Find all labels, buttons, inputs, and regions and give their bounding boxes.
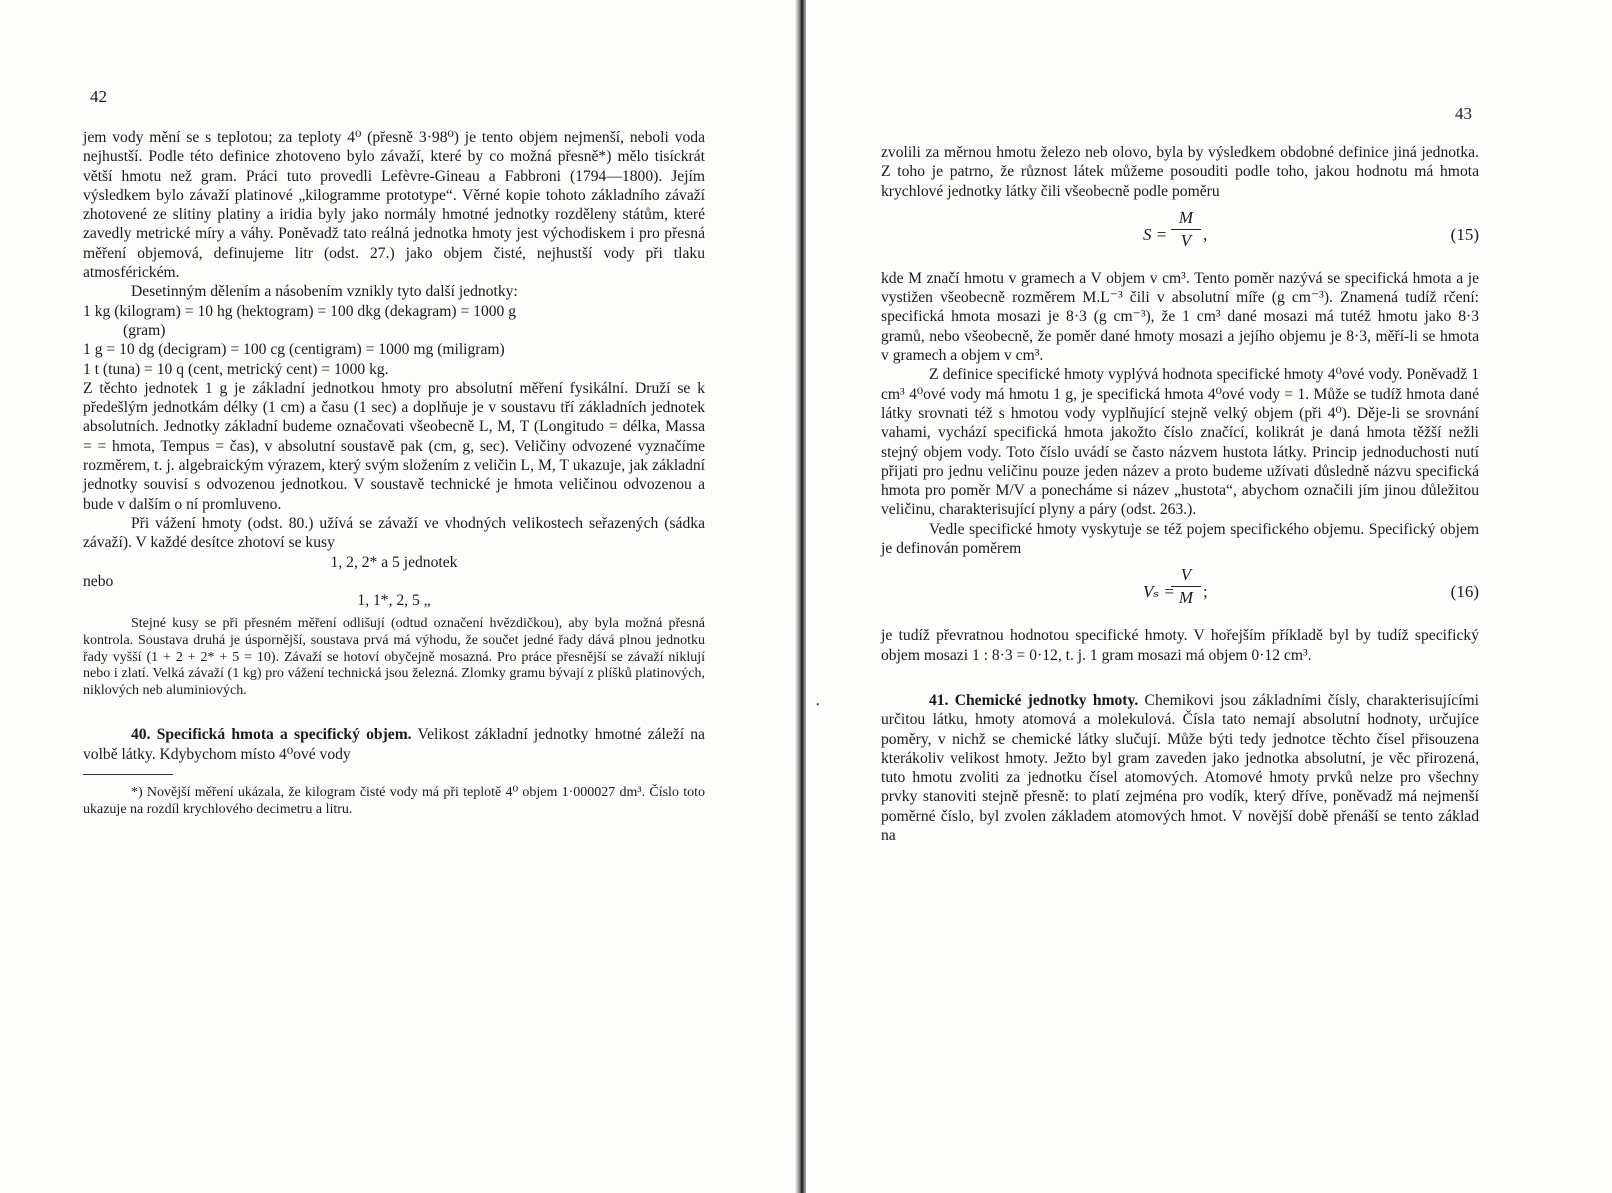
left-page: [0, 0, 798, 1193]
equation-16-numerator: V: [1171, 564, 1201, 587]
weight-series-2: 1, 1*, 2, 5 „: [357, 592, 431, 610]
right-paragraph-2: kde M značí hmotu v gramech a V objem v cm³. Tento poměr nazývá se specifická hmota a je vystižen všeobecně rozměrem M.L⁻³ čili v absolutní míře (g cm⁻³). Znamená tudíž rčení: specifická hmota mosazi je 8·3 (g cm⁻³), že 1 cm³ dané mosazi má tutéž hmotu jako 8·3 gramů, nebo všeobecně, že poměr dané hmoty mosazi a jejího objemu je 8·3, měří-li se hmota v gramech a objem v cm³.: [881, 269, 1479, 365]
left-paragraph-4: Při vážení hmoty (odst. 80.) užívá se závaží ve vhodných velikostech seřazených (sádka závaží). V každé desítce zhotoví se kusy: [83, 514, 705, 552]
equation-15-lhs: S =: [1143, 224, 1168, 244]
right-paragraph-3: Z definice specifické hmoty vyplývá hodnota specifické hmoty 4⁰ové vody. Poněvadž 1 cm³ 4⁰ové vody má hmotu 1 g, je specifická hmota 4⁰ové vody = 1. Může se tudíž hmota dané látky srovnati též s hmotou vody vyplňující stejně velký objem (při 4⁰). Děje-li se srovnání vahami, vychází specifická hmota jakožto číslo značící, kolikrát je daná hmota těžší nežli stejný objem vody. Toto číslo uvádí se často názvem hustota látky. Princip jednoduchosti nutí přijati pro jednu veličinu pouze jeden název a proto budeme užívati důsledně názvu specifická hmota pro poměr M/V a ponecháme si název „hustota“, abychom označili jím jinou důležitou veličinu, charakterisující plyny a páry (odst. 263.).: [881, 366, 1479, 519]
left-paragraph-2: Desetinným dělením a násobením vznikly tyto další jednotky:: [131, 283, 518, 301]
left-page-text: [83, 128, 705, 818]
units-line-g: 1 g = 10 dg (decigram) = 100 cg (centigram) = 1000 mg (miligram): [83, 341, 505, 359]
equation-15-denominator: V: [1180, 230, 1192, 250]
section-40: [83, 725, 705, 764]
units-line-gram: (gram): [123, 321, 166, 339]
units-line-kg: 1 kg (kilogram) = 10 hg (hektogram) = 100 dkg (dekagram) = 1000 g: [83, 302, 517, 320]
right-paragraph-1: zvolili za měrnou hmotu železo neb olovo, byla by výsledkem obdobné definice jiná jednotka. Z toho je patrno, že různost látek můžeme posouditi podle toho, jakou hodnotu má hmota krychlové jednotky látky čili všeobecně podle poměru: [881, 144, 1479, 200]
right-paragraph-4: Vedle specifické hmoty vyskytuje se též pojem specifického objemu. Specifický objem je definován poměrem: [881, 520, 1479, 558]
equation-15-number: (15): [1450, 224, 1479, 244]
equation-16: [881, 564, 1479, 620]
section-41-text: Chemikovi jsou základními čísly, charakterisujícími určitou látku, hmoty atomová a molekulová. Čísla tato nemají absolutní hodnoty, určujíce poměry, v nichž se chemické látky slučují. Může býti tedy jednotce těchto čísel přisouzena kterákoliv velikost hmoty. Ježto byl gram zaveden jako jednotka absolutní, je věc přirozená, tuto hmotu zvoliti za jednotku čísel atomových. Atomové hmoty prvků nelze pro všechny prvky stanoviti stejně přesně: to platí zejména pro vodík, který dříve, poněvadž má nejmenší poměrné číslo, byl zvolen základem atomových hmot. V novější době přenáší se tento základ na: [881, 691, 1479, 845]
page-number-left: 42: [90, 87, 107, 106]
right-paragraph-5: je tudíž převratnou hodnotou specifické hmoty. V hořejším příkladě byl by tudíž specifický objem mosazi 1 : 8·3 = 0·12, t. j. 1 gram mosazi má objem 0·12 cm³.: [881, 627, 1479, 664]
equation-16-tail: ;: [1203, 582, 1208, 602]
right-page-text: [881, 143, 1479, 845]
weight-series-1: 1, 2, 2* a 5 jednotek: [330, 553, 458, 571]
equation-15: [881, 207, 1479, 263]
left-paragraph-5-small: Stejné kusy se při přesném měření odlišují (odtud označení hvězdičkou), aby byla možná přesná kontrola. Soustava druhá je úspornější, soustava prvá má výhodu, že součet jedné řady dává plnou jednotku řady vyšší (1 + 2 + 2* + 5 = 10). Závaží se hotoví obyčejně mosazná. Pro práce přesnější se závaží niklují nebo i zlatí. Velká závaží (1 kg) pro vážení technická jsou železná. Zlomky gramu bývají z plíšků platinových, niklových neb aluminiových.: [83, 616, 705, 698]
section-40-heading: 40. Specifická hmota a specifický objem.: [131, 726, 412, 744]
units-line-t: 1 t (tuna) = 10 q (cent, metrický cent) = 1000 kg.: [83, 360, 389, 378]
footnote-rule: [83, 774, 173, 775]
weight-series-or: nebo: [83, 572, 114, 590]
left-paragraph-3: Z těchto jednotek 1 g je základní jednotkou hmoty pro absolutní měření fysikální. Druží se k předešlým jednotkám délky (1 cm) a času (1 sec) a doplňuje je v soustavu tří základních jednotek absolutních. Jednotky základní budeme označovati všeobecně L, M, T (Longitudo = délka, Massa = = hmota, Tempus = čas), v absolutní soustavě pak (cm, g, sec). Veličiny odvozené vyznačíme rozměrem, t. j. algebraickým výrazem, který svým složením z veličin L, M, T ukazuje, jak základní jednotky souvisí s odvozenou jednotkou. V soustavě technické je hmota veličinou odvozenou a bude v dalším o ní promluveno.: [83, 379, 705, 513]
equation-15-numerator: M: [1171, 207, 1201, 230]
footnote: *) Novější měření ukázala, že kilogram čisté vody má při teplotě 4⁰ objem 1·000027 dm³. Číslo toto ukazuje na rozdíl krychlového decimetru a litru.: [83, 784, 705, 817]
equation-15-tail: ,: [1203, 224, 1208, 244]
right-page: [806, 0, 1612, 1193]
margin-dot: •: [816, 700, 820, 711]
equation-16-fraction: [1171, 564, 1201, 609]
equation-15-fraction: [1171, 207, 1201, 252]
section-40-text: Velikost základní jednotky hmotné záleží na volbě látky. Kdybychom místo 4⁰ové vody: [83, 726, 705, 763]
equation-16-denominator: M: [1178, 588, 1194, 608]
section-41: [881, 691, 1479, 845]
left-paragraph-1: jem vody mění se s teplotou; za teploty 4⁰ (přesně 3·98⁰) je tento objem nejmenší, neboli voda nejhustší. Podle této definice zhotoveno bylo závaží, které by co možná přesně*) mělo tisíckrát větší hmotu než gram. Práci tuto provedli Lefèvre-Gineau a Fabbroni (1794—1800). Jejím výsledkem bylo závaží platinové „kilogramme prototype“. Věrné kopie tohoto základního závaží zhotovené ze slitiny platiny a iridia byly jako normály hmotné jednotky rozděleny státům, které zavedly metrické míry a váhy. Poněvadž tato reálná jednotka hmoty jest východiskem i pro přesná měření objemová, definujeme litr (odst. 27.) jako objem čisté, nejhustší vody při tlaku atmosférickém.: [83, 129, 705, 282]
section-41-heading: 41. Chemické jednotky hmoty.: [929, 691, 1139, 709]
equation-16-number: (16): [1450, 582, 1479, 602]
page-number-right: 43: [1455, 104, 1472, 123]
equation-16-lhs: Vₛ =: [1143, 582, 1175, 602]
